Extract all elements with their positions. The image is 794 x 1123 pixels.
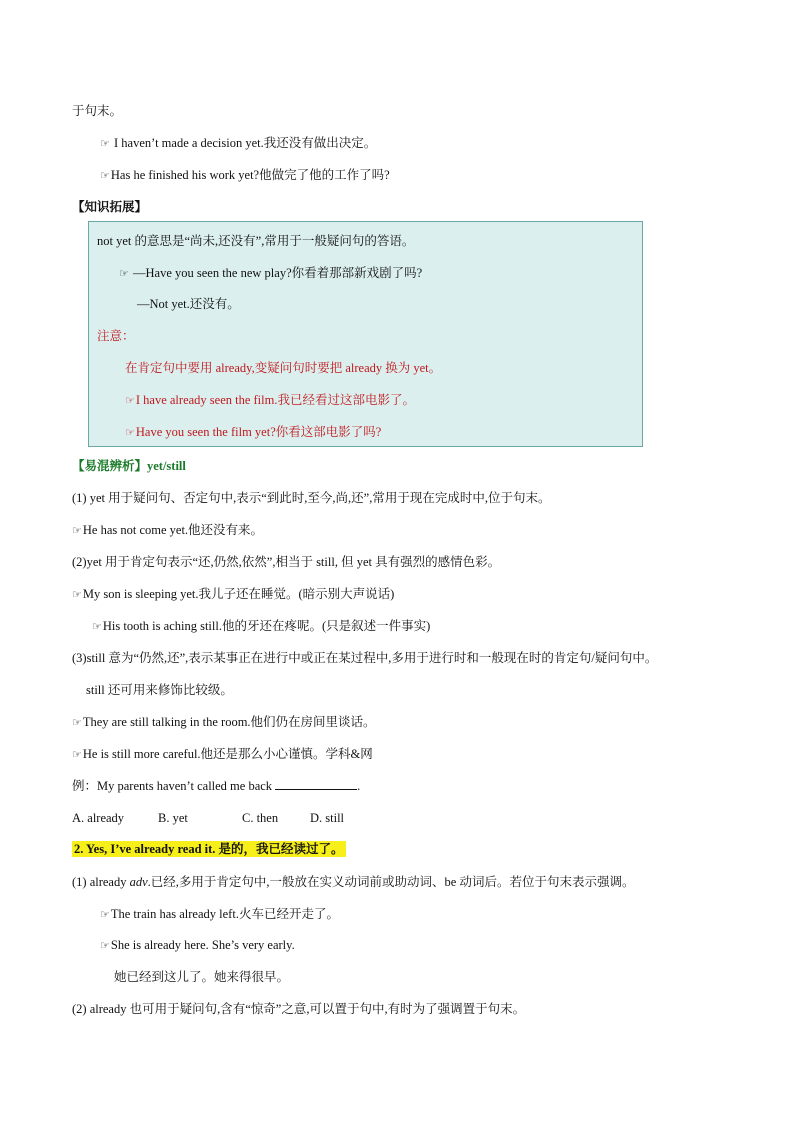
pointing-hand-icon: ☞: [72, 589, 82, 601]
part-of-speech: adv: [129, 875, 148, 889]
example-line: [72, 745, 373, 764]
answer-blank: [275, 777, 357, 790]
note-example-text: Have you seen the film yet?你看这部电影了吗?: [135, 425, 382, 439]
pointing-hand-icon: ☞: [125, 427, 135, 439]
example-line: [72, 585, 394, 604]
example-line: [100, 936, 295, 955]
example-line: [92, 617, 430, 636]
pointing-hand-icon: ☞: [125, 395, 135, 407]
note-label: 注意：: [97, 329, 135, 343]
text-line: (2)yet 用于肯定句表示“还,仍然,依然”,相当于 still, 但 yet 具有强烈的感情色彩。: [72, 555, 501, 569]
pointing-hand-icon: ☞: [119, 268, 129, 280]
example-text: They are still talking in the room.他们仍在房间里谈话。: [82, 715, 376, 729]
option-d: D. still: [310, 811, 345, 825]
text-line: (2) already 也可用于疑问句,含有“惊奇”之意,可以置于句中,有时为了强调置于句末。: [72, 1002, 526, 1016]
exercise-text: 例：My parents haven’t called me back: [72, 779, 273, 793]
text-part: (1) already: [72, 875, 130, 889]
pointing-hand-icon: ☞: [92, 621, 102, 633]
option-a: A. already: [72, 811, 125, 825]
option-b: B. yet: [158, 811, 188, 825]
example-line: [100, 905, 339, 924]
pointing-hand-icon: ☞: [72, 749, 82, 761]
pointing-hand-icon: ☞: [72, 717, 82, 729]
note-text: 在肯定句中要用 already,变疑问句时要把 already 换为 yet。: [125, 361, 442, 375]
text-part: .已经,多用于肯定句中,一般放在实义动词前或助动词、be 动词后。若位于句末表示强调。: [147, 875, 635, 889]
example-text: He is still more careful.他还是那么小心谨慎。学科&网: [82, 747, 373, 761]
exercise-question: [72, 777, 360, 795]
exercise-end: .: [357, 779, 361, 793]
box-example-text: —Have you seen the new play?你看着那部新戏剧了吗?: [129, 266, 423, 280]
example-text: He has not come yet.他还没有来。: [82, 523, 264, 537]
note-example: [125, 423, 381, 442]
example-text: Has he finished his work yet?他做完了他的工作了吗?: [110, 168, 390, 182]
example-text: She is already here. She’s very early.: [110, 938, 295, 952]
option-c: C. then: [242, 811, 279, 825]
pointing-hand-icon: ☞: [72, 525, 82, 537]
example-text: My son is sleeping yet.我儿子还在睡觉。(暗示别大声说话): [82, 587, 395, 601]
pointing-hand-icon: ☞: [100, 138, 110, 150]
box-example: [119, 264, 422, 283]
section-heading: 【易混辨析】yet/still: [72, 459, 186, 473]
text-line: (3)still 意为“仍然,还”,表示某事正在进行中或正在某过程中,多用于进行时和一般现在时的肯定句/疑问句中。: [72, 651, 658, 665]
example-line: [72, 713, 376, 732]
example-text: The train has already left.火车已经开走了。: [110, 907, 339, 921]
note-example: [125, 391, 415, 410]
text-line: still 还可用来修饰比较级。: [86, 683, 233, 697]
text-line: 于句末。: [72, 104, 123, 118]
pointing-hand-icon: ☞: [100, 170, 110, 182]
pointing-hand-icon: ☞: [100, 940, 110, 952]
note-example-text: I have already seen the film.我已经看过这部电影了。: [135, 393, 415, 407]
highlighted-heading: 2. Yes, I’ve already read it. 是的，我已经读过了。: [74, 842, 344, 856]
text-line: (1) yet 用于疑问句、否定句中,表示“到此时,至今,尚,还”,常用于现在完成时中,位于句末。: [72, 491, 551, 505]
example-text: His tooth is aching still.他的牙还在疼呢。(只是叙述一件事实): [102, 619, 431, 633]
knowledge-box: [88, 221, 643, 447]
section-heading: 【知识拓展】: [72, 200, 148, 214]
example-line: [72, 521, 263, 540]
box-text: not yet 的意思是“尚未,还没有”,常用于一般疑问句的答语。: [97, 234, 415, 248]
section-heading: [72, 840, 346, 858]
box-text: —Not yet.还没有。: [137, 297, 240, 311]
example-line: [100, 134, 376, 153]
translation-line: 她已经到这儿了。她来得很早。: [114, 970, 290, 984]
exercise-options: [72, 809, 390, 827]
example-text: I haven’t made a decision yet.我还没有做出决定。: [110, 136, 377, 150]
pointing-hand-icon: ☞: [100, 909, 110, 921]
text-line: [72, 873, 634, 891]
example-line: [100, 166, 390, 185]
